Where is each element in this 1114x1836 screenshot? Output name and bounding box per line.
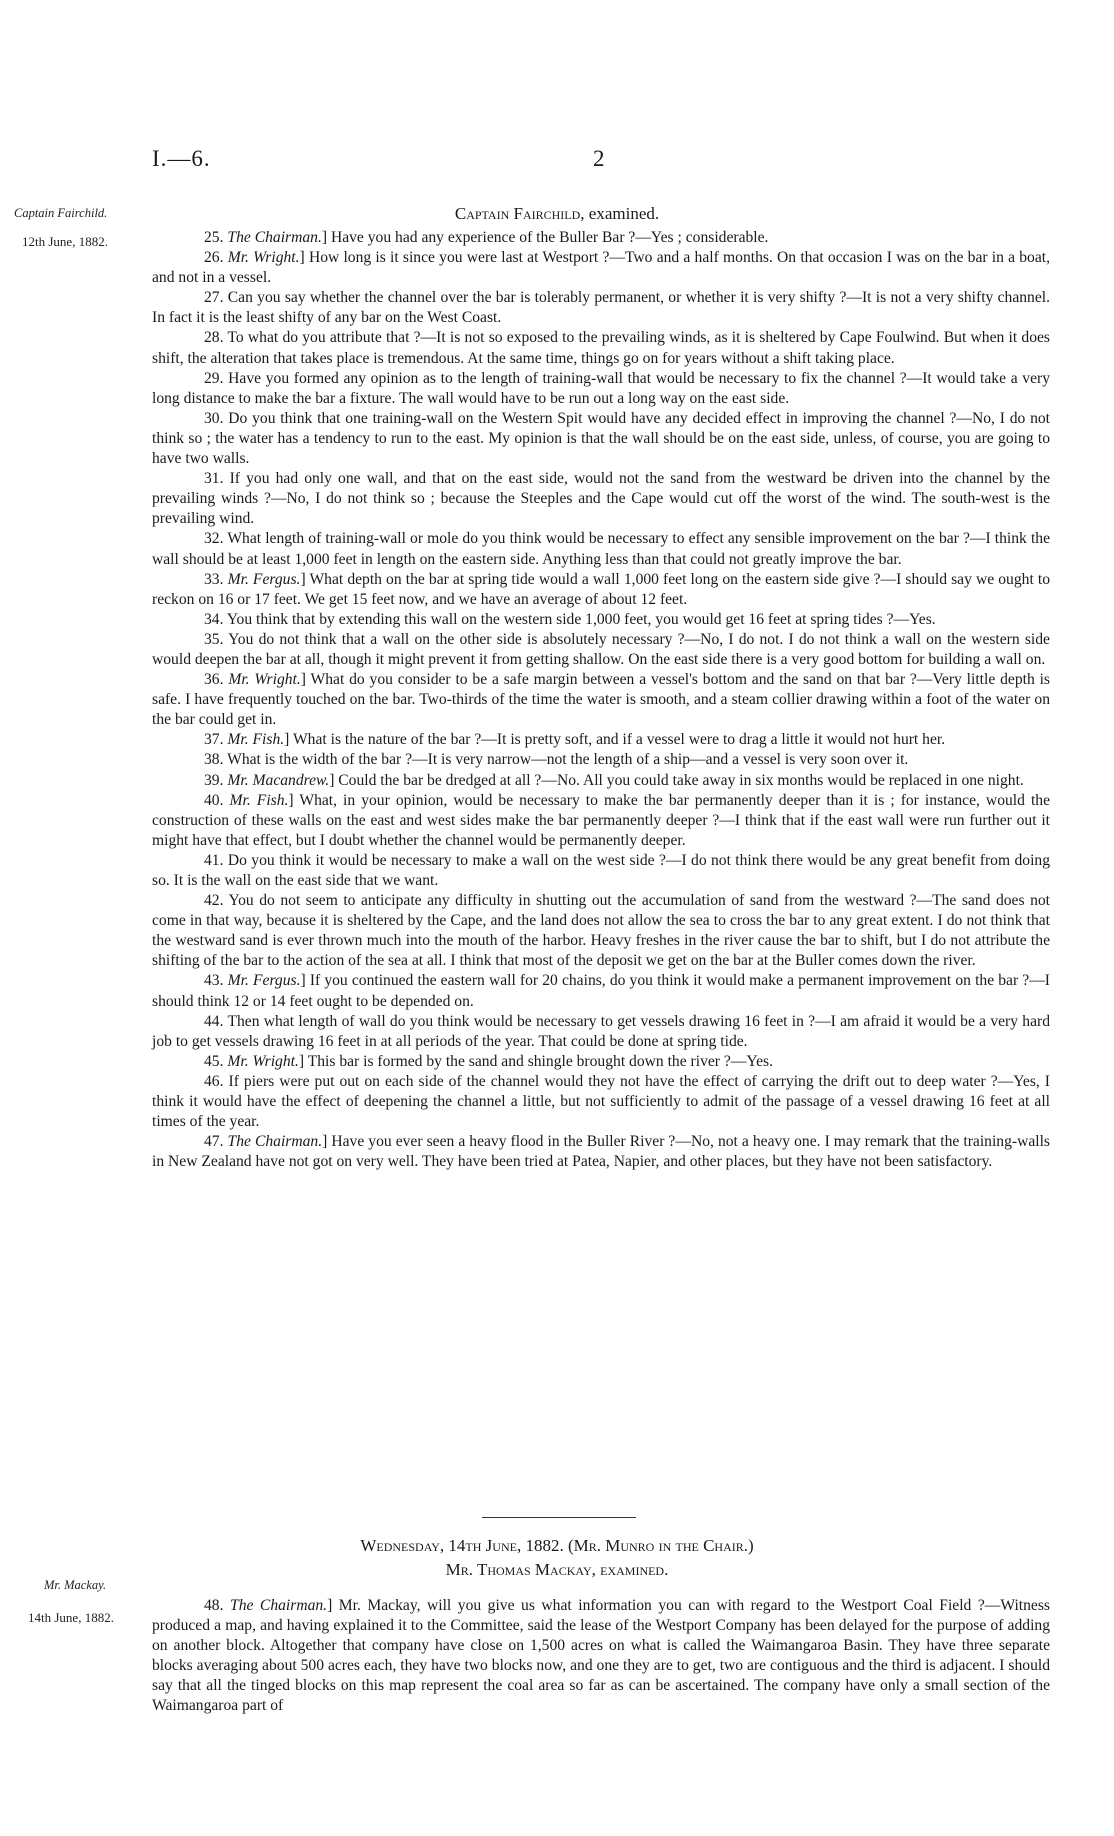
margin-date-2	[28, 1610, 114, 1626]
question-answer	[152, 529, 1050, 569]
question-answer	[152, 288, 1050, 328]
question-text: ] Mr. Mackay, will you give us what information you can with regard to the Westport Coal Field ?—Witness produced a map, and having explained it to the Committee, said the lease of the Westport Company has been delayed for the purpose of adding on another block. Altogether that company have close on 1,500 acres on what is called the Waimangaroa Basin. They have three separate blocks averaging about 500 acres each, they have two blocks now, and one they are to get, two are contiguous and the third is adjacent. I should say that all the tinged blocks on this map represent the coal area so far as can be ascertained. The company have only a small section of the Waimangaroa part of	[152, 1597, 1050, 1715]
question-text: If you had only one wall, and that on the east side, would not the sand from the westward be driven into the channel by the prevailing winds ?—No, I do not think so ; because the Steeples and the Cape would cut off the worst of the wind. The south-west is the prevailing wind.	[152, 470, 1050, 528]
page-number: 2	[593, 146, 605, 171]
speaker-name: Mr. Wright.	[227, 1052, 299, 1070]
question-text: ] Have you had any experience of the Buller Bar ?—Yes ; considerable.	[321, 229, 769, 246]
question-number: 32.	[204, 530, 224, 548]
question-text: You do not think that a wall on the other side is absolutely necessary ?—No, I do not. I do not think a wall on the western side would deepen the bar at all, though it might prevent it from getting shallow. On the east side there is a very good bottom for building a wall on.	[152, 630, 1050, 668]
question-text: If piers were put out on each side of the channel would they not have the effect of carrying the drift out to deep water ?—Yes, I think it would have the effect of deepening the channel a little, but not sufficiently to admit of the passage of a vessel drawing 16 feet at all times of the year.	[152, 1072, 1050, 1131]
question-number: 39.	[204, 771, 224, 789]
speaker-name: The Chairman.	[227, 1133, 323, 1151]
question-answer	[152, 409, 1050, 469]
question-text: ] If you continued the eastern wall for 20 chains, do you think it would make a permanent improvement on the bar ?—I should think 12 or 14 feet ought to be depended on.	[152, 972, 1051, 1010]
question-number: 42.	[204, 892, 224, 910]
question-number: 48.	[204, 1597, 224, 1614]
question-text: You do not seem to anticipate any difficulty in shutting out the accumulation of sand from the westward ?—The sand does not come in that way, because it is sheltered by the Cape, and the land does not allow the sea to cross the bar to any great extent. I do not think that the westward sand is ever thrown much into the mouth of the harbor. Heavy freshes in the river cause the bar to shift, but I do not attribute the shifting of the bar to the action of the sea at all. I think that most of the deposit we get on the bar at the Buller comes down the river.	[152, 892, 1050, 970]
question-answer	[152, 1072, 1050, 1132]
margin-date-text-2: 14th June, 1882.	[28, 1610, 114, 1625]
witness-name: Captain Fairchild	[454, 204, 581, 223]
question-answer	[152, 570, 1050, 610]
question-text: ] What is the nature of the bar ?—It is pretty soft, and if a vessel were to drag a little it would not hurt her.	[284, 731, 946, 749]
question-text: Do you think it would be necessary to make a wall on the west side ?—I do not think there would be any great benefit from doing so. It is the wall on the east side that we want.	[152, 851, 1050, 889]
question-number: 35.	[204, 630, 224, 648]
question-answer	[152, 610, 1050, 630]
witness-heading: Mr. Thomas Mackay, examined.	[445, 1560, 669, 1579]
speaker-name: The Chairman.	[230, 1597, 328, 1614]
question-answer	[152, 771, 1050, 791]
question-number: 36.	[204, 671, 224, 689]
question-answer	[152, 248, 1050, 288]
question-number: 45.	[204, 1052, 224, 1070]
speaker-name: Mr. Fish.	[227, 731, 285, 749]
question-answer	[152, 630, 1050, 670]
question-answer	[152, 1132, 1050, 1172]
question-text: Have you formed any opinion as to the length of training-wall that would be necessary to fix the channel ?—It would take a very long distance to make the bar a fixture. The wall would have to be run out a long way on the east side.	[152, 369, 1050, 407]
question-answer	[152, 1052, 1050, 1072]
speaker-name: Mr. Wright.	[228, 671, 301, 689]
question-number: 26.	[204, 249, 224, 267]
speaker-name: Mr. Wright.	[227, 249, 300, 267]
examination-text-2	[152, 1596, 1050, 1717]
question-text: ] This bar is formed by the sand and shingle brought down the river ?—Yes.	[298, 1052, 773, 1070]
question-text: What length of training-wall or mole do you think would be necessary to effect any sensible improvement on the bar ?—I think the wall should be at least 1,000 feet in length on the eastern side. Anything less than that could not greatly improve the bar.	[152, 530, 1050, 568]
question-answer	[152, 228, 1050, 248]
question-answer	[152, 1596, 1050, 1717]
question-number: 44.	[204, 1012, 224, 1030]
question-text: You think that by extending this wall on the western side 1,000 feet, you would get 16 feet at spring tides ?—Yes.	[226, 610, 936, 628]
question-text: ] Could the bar be dredged at all ?—No. All you could take away in six months would be replaced in one night.	[329, 771, 1024, 789]
speaker-name: Mr. Fergus.	[227, 972, 301, 990]
question-number: 37.	[204, 731, 224, 749]
question-answer	[152, 328, 1050, 368]
question-text: Then what length of wall do you think would be necessary to get vessels drawing 16 feet in ?—I am afraid it would be a very hard job to get vessels drawing 16 feet in at all periods of the year. That could be done at spring tide.	[152, 1012, 1050, 1050]
question-answer	[152, 851, 1050, 891]
question-text: ] What depth on the bar at spring tide would a wall 1,000 feet long on the eastern side give ?—I should say we ought to reckon on 16 or 17 feet. We get 15 feet now, and we have an average of about 12 feet.	[152, 570, 1050, 608]
margin-witness-name: Captain Fairchild.	[14, 206, 108, 220]
session-heading: Wednesday, 14th June, 1882. (Mr. Munro in the Chair.)	[360, 1536, 754, 1555]
question-number: 46.	[204, 1072, 224, 1090]
question-answer	[152, 1012, 1050, 1052]
speaker-name: Mr. Macandrew.	[227, 771, 330, 789]
question-number: 31.	[204, 470, 224, 488]
question-number: 29.	[204, 369, 224, 387]
question-number: 34.	[204, 610, 224, 628]
question-text: To what do you attribute that ?—It is not so exposed to the prevailing winds, as it is sheltered by Cape Foulwind. But when it does shift, the alteration that takes place is tremendous. At the same time, things go on for years without a shift taking place.	[152, 329, 1050, 367]
speaker-name: The Chairman.	[227, 229, 322, 246]
question-answer	[152, 730, 1050, 750]
examination-text	[152, 228, 1050, 1172]
question-answer	[152, 670, 1050, 730]
question-answer	[152, 369, 1050, 409]
question-number: 41.	[204, 851, 224, 869]
question-answer	[152, 971, 1050, 1011]
question-text: ] Have you ever seen a heavy flood in the Buller River ?—No, not a heavy one. I may remark that the training-walls in New Zealand have not got on very well. They have been tried at Patea, Napier, and other places, but they have not been satisfactory.	[152, 1133, 1050, 1171]
question-number: 43.	[204, 972, 224, 990]
question-number: 47.	[204, 1133, 224, 1151]
question-number: 27.	[204, 289, 224, 307]
question-text: ] What, in your opinion, would be necessary to make the bar permanently deeper than it is ; for instance, would the construction of these walls on the east and west sides make the bar permanently deeper ?—I think that if the east wall were run further out it might have that effect, but I doubt whether the channel would be permanently deeper.	[152, 791, 1050, 849]
question-answer	[152, 791, 1050, 851]
question-text: ] How long is it since you were last at Westport ?—Two and a half months. On that occasion I was on the bar in a boat, and not in a vessel.	[152, 249, 1050, 287]
question-answer	[152, 750, 1050, 770]
question-text: ] What do you consider to be a safe margin between a vessel's bottom and the sand on that bar ?—Very little depth is safe. I have frequently touched on the bar. Two-thirds of the time the water is smooth, and a steam collier drawing within a foot of the water on the bar could get in.	[152, 671, 1050, 729]
question-number: 25.	[204, 229, 224, 246]
section-divider	[482, 1517, 636, 1518]
heading-suffix: , examined.	[580, 204, 660, 223]
question-number: 30.	[204, 409, 224, 427]
question-number: 40.	[204, 791, 224, 809]
question-text: What is the width of the bar ?—It is very narrow—not the length of a ship—and a vessel is very soon over it.	[227, 751, 909, 769]
margin-date	[22, 234, 108, 250]
speaker-name: Mr. Fish.	[229, 791, 289, 809]
question-number: 38.	[204, 751, 224, 769]
question-text: Do you think that one training-wall on the Western Spit would have any decided effect in improving the channel ?—No, I do not think so ; the water has a tendency to run to the east. My opinion is that the wall should be on the east side, unless, of course, you are going to have two walls.	[152, 409, 1050, 468]
page-reference: I.—6.	[152, 146, 211, 171]
question-answer	[152, 469, 1050, 529]
margin-date-text: 12th June, 1882.	[22, 234, 108, 249]
question-number: 28.	[204, 329, 224, 347]
speaker-name: Mr. Fergus.	[227, 570, 301, 588]
question-number: 33.	[204, 570, 224, 588]
question-text: Can you say whether the channel over the bar is tolerably permanent, or whether it is very shifty ?—It is not a very shifty channel. In fact it is the least shifty of any bar on the West Coast.	[152, 289, 1050, 327]
margin-witness-name-2: Mr. Mackay.	[44, 1578, 107, 1592]
question-answer	[152, 891, 1050, 971]
section-heading	[0, 204, 1114, 224]
